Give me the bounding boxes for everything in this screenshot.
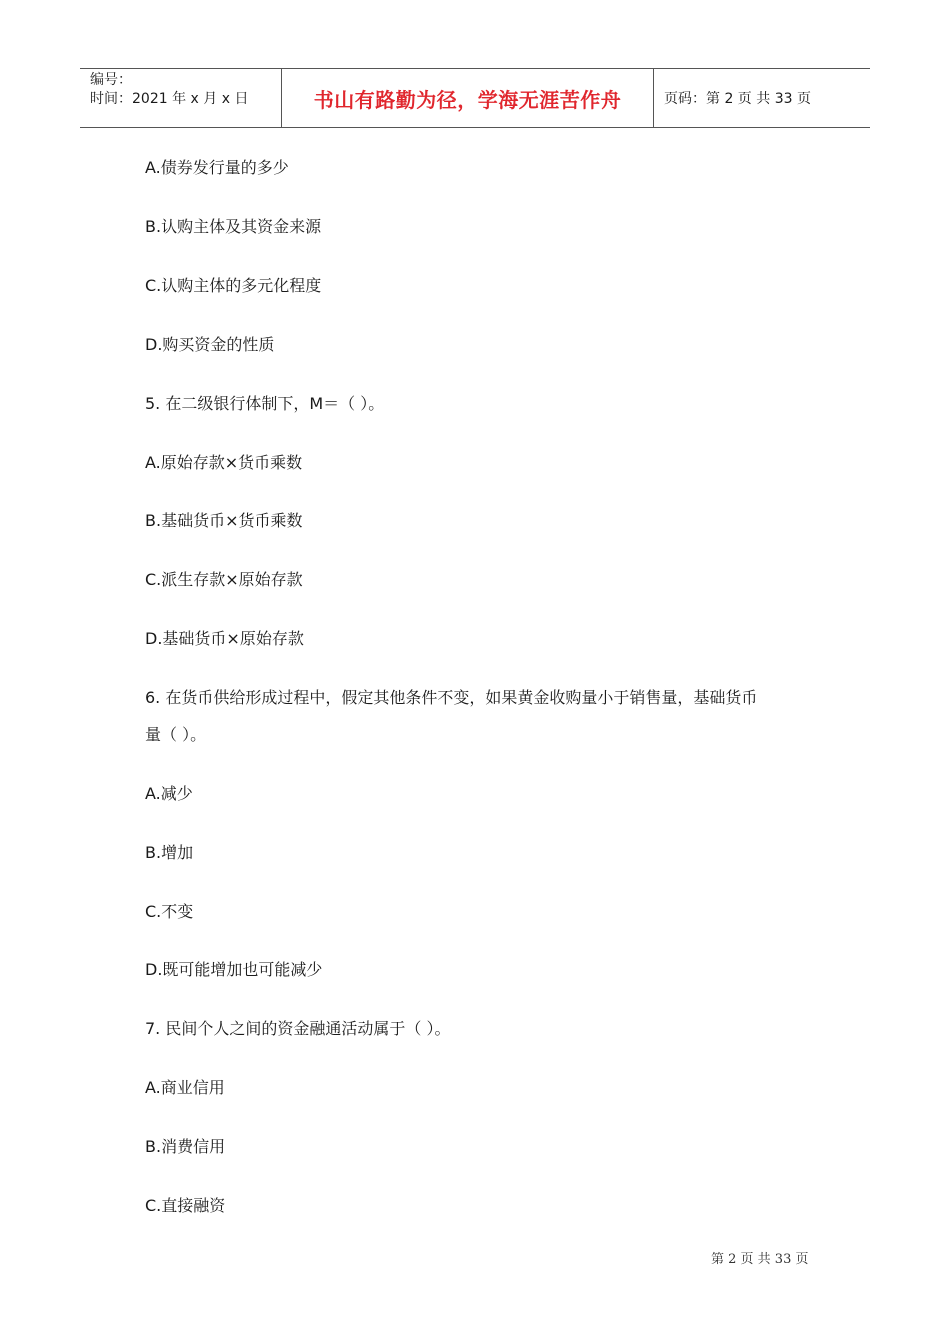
header-meta <box>80 69 282 127</box>
question-stem-continued: 量（ ）。 <box>145 725 207 744</box>
question-option: B.增加 <box>145 843 194 862</box>
question-option: A.商业信用 <box>145 1078 225 1097</box>
question-option: D.基础货币×原始存款 <box>145 629 304 648</box>
document-date-label: 时间：2021 年 x 月 x 日 <box>90 91 249 107</box>
question-option: C.不变 <box>145 902 194 921</box>
document-header <box>80 68 870 128</box>
question-stem: 6. 在货币供给形成过程中，假定其他条件不变，如果黄金收购量小于销售量，基础货币 <box>145 688 758 707</box>
question-option: A.减少 <box>145 784 193 803</box>
question-option: D.购买资金的性质 <box>145 335 275 354</box>
header-page-number: 页码：第 2 页 共 33 页 <box>664 91 811 107</box>
question-option: B.认购主体及其资金来源 <box>145 217 322 236</box>
question-stem: 7. 民间个人之间的资金融通活动属于（ ）。 <box>145 1019 451 1038</box>
document-number-label: 编号： <box>90 72 132 88</box>
page-footer: 第 2 页 共 33 页 <box>711 1252 809 1267</box>
question-option: C.派生存款×原始存款 <box>145 570 303 589</box>
question-option: C.直接融资 <box>145 1196 226 1215</box>
question-option: C.认购主体的多元化程度 <box>145 276 322 295</box>
question-option: D.既可能增加也可能减少 <box>145 960 323 979</box>
header-motto: 书山有路勤为径，学海无涯苦作舟 <box>282 69 654 127</box>
question-option: A.原始存款×货币乘数 <box>145 453 303 472</box>
question-option: B.基础货币×货币乘数 <box>145 511 303 530</box>
question-option: A.债券发行量的多少 <box>145 158 289 177</box>
question-stem: 5. 在二级银行体制下，M＝（ ）。 <box>145 394 385 413</box>
question-option: B.消费信用 <box>145 1137 226 1156</box>
